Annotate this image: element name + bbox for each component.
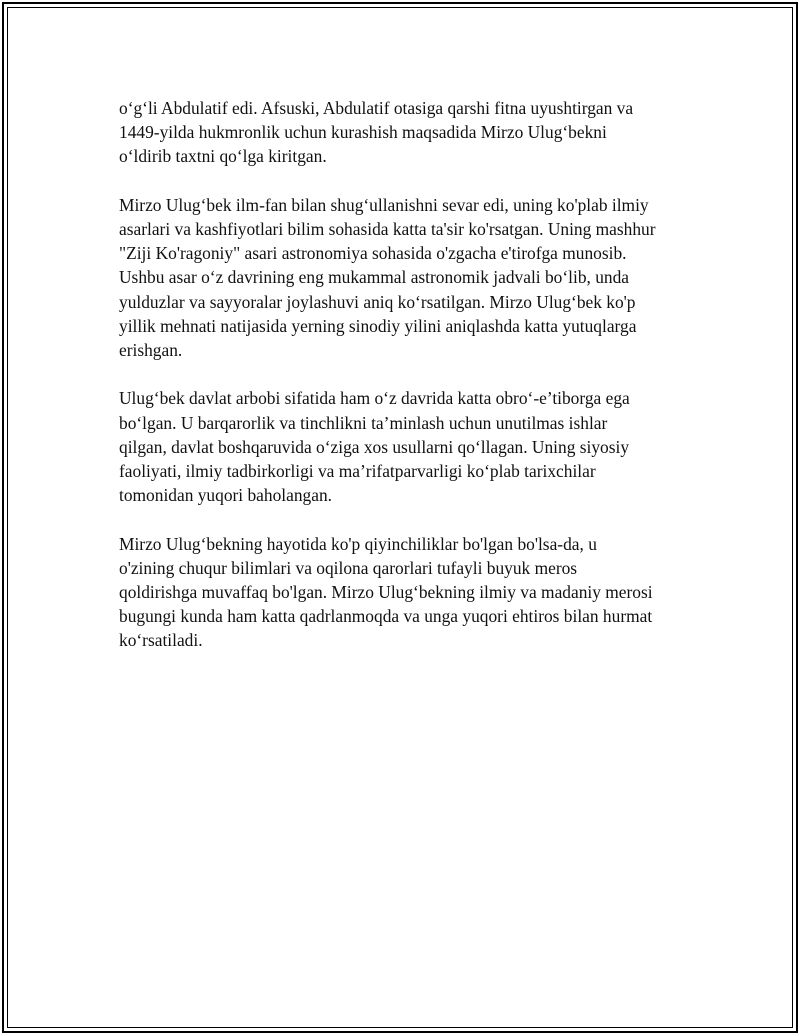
paragraph-1 xyxy=(119,96,719,169)
paragraph-4 xyxy=(119,532,719,653)
paragraph-2 xyxy=(119,193,719,362)
text-line: o‘g‘li Abdulatif edi. Afsuski, Abdulatif otasiga qarshi fitna uyushtirgan va xyxy=(119,98,634,118)
text-line: erishgan. xyxy=(119,340,183,361)
text-line: o‘ldirib taxtni qo‘lga kiritgan. xyxy=(119,146,327,167)
text-line: tomonidan yuqori baholangan. xyxy=(119,485,332,506)
text-line: Mirzo Ulug‘bekning hayotida ko'p qiyinchiliklar bo'lgan bo'lsa-da, u xyxy=(119,533,597,554)
paragraph-3 xyxy=(119,386,719,507)
text-line: o'zining chuqur bilimlari va oqilona qarorlari tufayli buyuk meros xyxy=(119,557,578,578)
text-line: ko‘rsatiladi. xyxy=(119,630,203,651)
text-line: asarlari va kashfiyotlari bilim sohasida katta ta'sir ko'rsatgan. Uning mashhur xyxy=(119,219,656,239)
text-line: 1449-yilda hukmronlik uchun kurashish maqsadida Mirzo Ulug‘bekni xyxy=(119,122,607,143)
text-line: yulduzlar va sayyoralar joylashuvi aniq ko‘rsatilgan. Mirzo Ulug‘bek ko'p xyxy=(119,291,636,312)
text-line: qilgan, davlat boshqaruvida o‘ziga xos usullarni qo‘llagan. Uning siyosiy xyxy=(119,436,630,457)
text-line: Mirzo Ulug‘bek ilm-fan bilan shug‘ullanishni sevar edi, uning ko'plab ilmiy xyxy=(119,194,649,215)
text-line: yillik mehnati natijasida yerning sinodiy yilini aniqlashda katta yutuqlarga xyxy=(119,315,637,336)
text-line: Ulug‘bek davlat arbobi sifatida ham o‘z davrida katta obro‘-e’tiborga ega xyxy=(119,388,630,409)
text-line: "Ziji Ko'ragoniy" asari astronomiya sohasida o'zgacha e'tirofga munosib. xyxy=(119,243,627,264)
text-line: faoliyati, ilmiy tadbirkorligi va ma’rifatparvarligi ko‘plab tarixchilar xyxy=(119,461,596,482)
text-line: bo‘lgan. U barqarorlik va tinchlikni ta’minlash uchun unutilmas ishlar xyxy=(119,412,608,433)
document-body xyxy=(119,96,719,677)
page-frame xyxy=(2,2,798,1033)
text-line: Ushbu asar o‘z davrining eng mukammal astronomik jadvali bo‘lib, unda xyxy=(119,267,630,288)
text-line: qoldirishga muvaffaq bo'lgan. Mirzo Ulug‘bekning ilmiy va madaniy merosi xyxy=(119,582,653,603)
text-line: bugungi kunda ham katta qadrlanmoqda va unga yuqori ehtiros bilan hurmat xyxy=(119,606,653,627)
